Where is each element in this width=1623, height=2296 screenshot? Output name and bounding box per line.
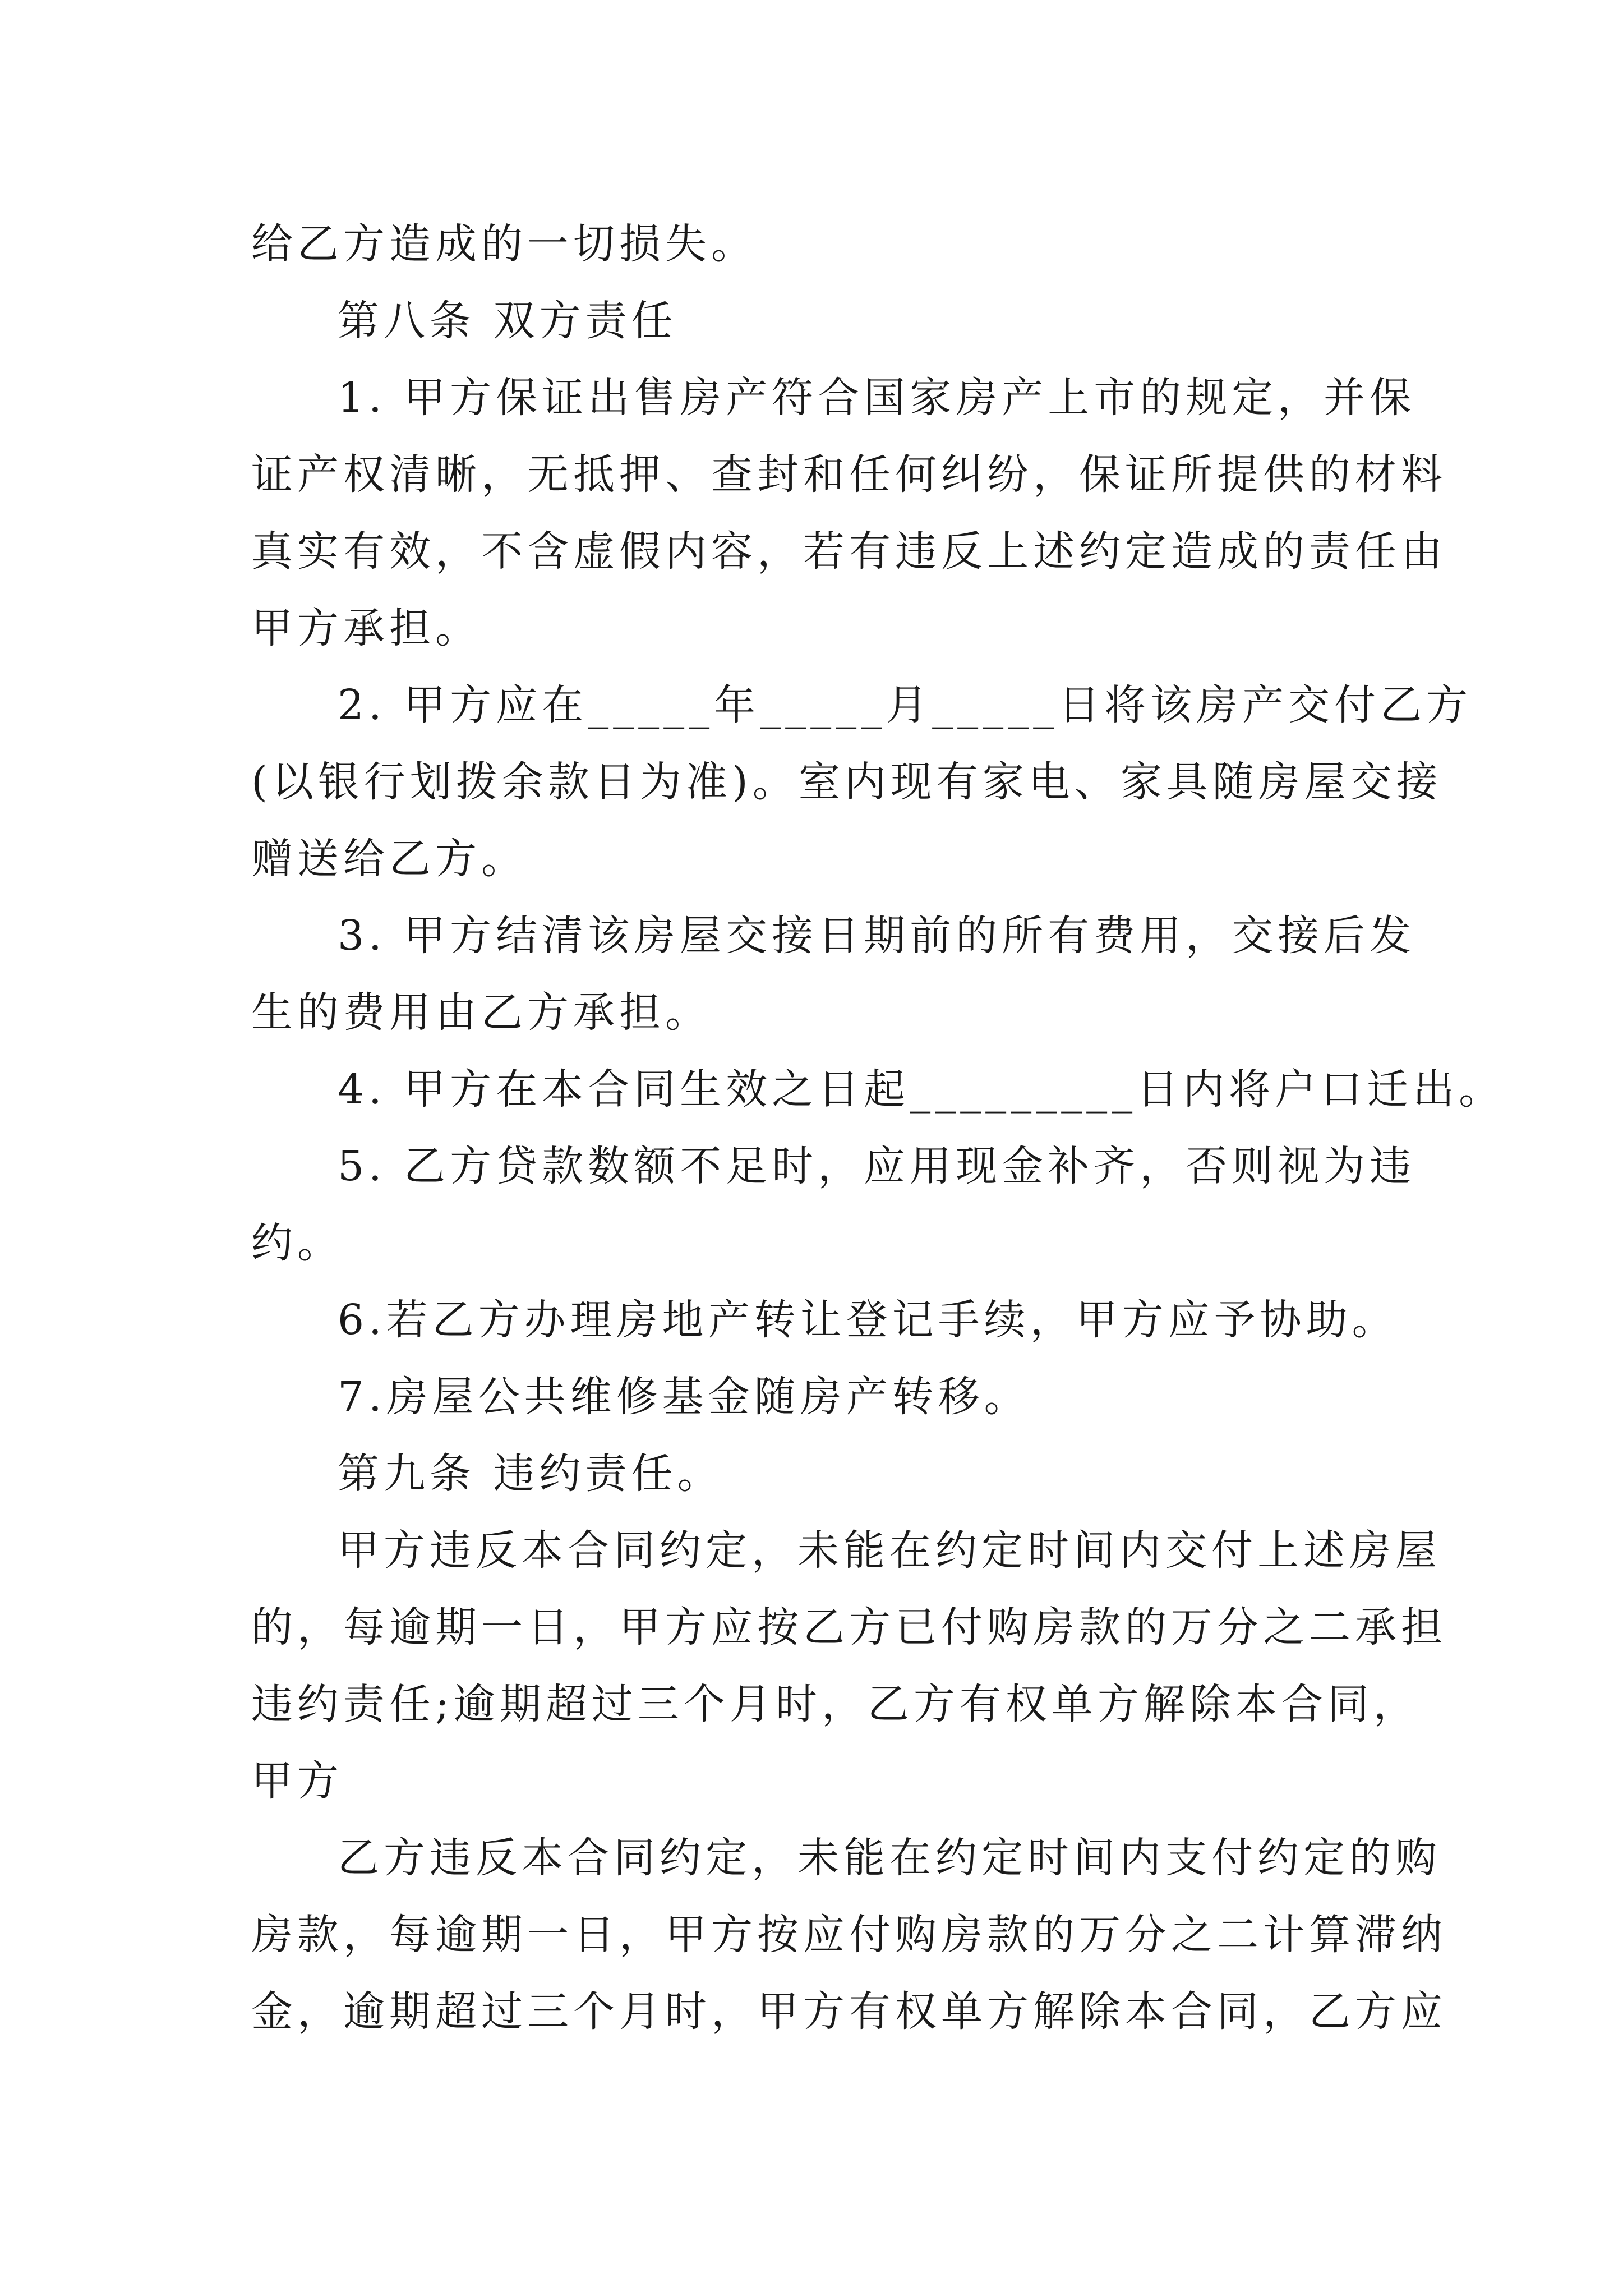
text-line: 甲方违反本合同约定，未能在约定时间内交付上述房屋 bbox=[338, 1526, 1441, 1575]
text-line: 6.若乙方办理房地产转让登记手续，甲方应予协助。 bbox=[338, 1296, 1398, 1344]
text-line: 违约责任;逾期超过三个月时，乙方有权单方解除本合同， bbox=[251, 1680, 1419, 1728]
section-heading: 第九条 违约责任。 bbox=[338, 1450, 723, 1498]
text-line: 3. 甲方结清该房屋交接日期前的所有费用，交接后发 bbox=[338, 912, 1416, 960]
text-line: 的，每逾期一日，甲方应按乙方已付购房款的万分之二承担 bbox=[251, 1603, 1447, 1651]
text-line: 给乙方造成的一切损失。 bbox=[251, 220, 757, 268]
text-line: 赠送给乙方。 bbox=[251, 835, 527, 883]
text-line: 生的费用由乙方承担。 bbox=[251, 988, 711, 1037]
text-line: 证产权清晰，无抵押、查封和任何纠纷，保证所提供的材料 bbox=[251, 450, 1447, 499]
text-line: 1. 甲方保证出售房产符合国家房产上市的规定，并保 bbox=[338, 374, 1416, 422]
text-line: 甲方承担。 bbox=[251, 604, 481, 652]
text-line: 真实有效，不含虚假内容，若有违反上述约定造成的责任由 bbox=[251, 527, 1447, 576]
text-line: 2. 甲方应在_____年_____月_____日将该房产交付乙方 bbox=[338, 681, 1473, 729]
text-line: 乙方违反本合同约定，未能在约定时间内支付约定的购 bbox=[338, 1834, 1441, 1882]
text-line: 甲方 bbox=[251, 1757, 343, 1805]
section-heading: 第八条 双方责任 bbox=[338, 297, 677, 345]
text-line: (以银行划拨余款日为准)。室内现有家电、家具随房屋交接 bbox=[251, 758, 1442, 806]
text-line: 5. 乙方贷款数额不足时，应用现金补齐，否则视为违 bbox=[338, 1142, 1416, 1190]
text-line: 约。 bbox=[251, 1219, 343, 1267]
text-line: 4. 甲方在本合同生效之日起_________日内将户口迁出。 bbox=[338, 1065, 1505, 1114]
text-line: 房款，每逾期一日，甲方按应付购房款的万分之二计算滞纳 bbox=[251, 1911, 1447, 1959]
text-line: 金，逾期超过三个月时，甲方有权单方解除本合同，乙方应 bbox=[251, 1987, 1447, 2036]
text-line: 7.房屋公共维修基金随房产转移。 bbox=[338, 1373, 1030, 1421]
